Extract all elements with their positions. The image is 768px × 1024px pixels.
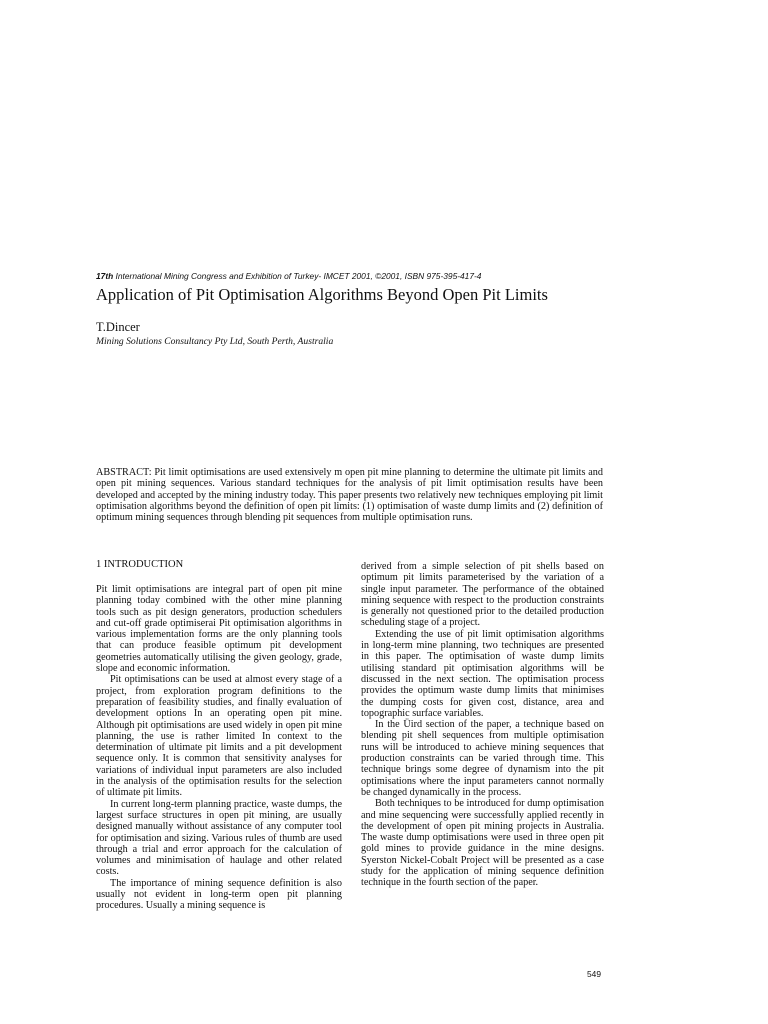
paper-title: Application of Pit Optimisation Algorithms Beyond Open Pit Limits [96, 285, 548, 304]
abstract: ABSTRACT: Pit limit optimisations are used extensively m open pit mine planning to determine the ultimate pit limits and open pit mining sequences. Various standard techniques for the analysis of pit limit optimisation results have been developed and accepted by the mining industry today. This paper presents two relatively new techniques employing pit limit optimisation algorithms beyond the definition of open pit limits: (1) optimisation of waste dump limits and (2) definition of optimum mining sequences through blending pit sequences from multiple optimisation runs. [96, 467, 603, 524]
right-column [361, 561, 604, 889]
author-name: T.Dincer [96, 320, 140, 334]
left-column [96, 559, 342, 912]
body-paragraph: derived from a simple selection of pit shells based on optimum pit limits parameterised by the variation of a single input parameter. The performance of the obtained mining sequence with respect to the production constraints is generally not questioned prior to the detailed production scheduling stage of a project. [361, 561, 604, 629]
body-paragraph: The importance of mining sequence definition is also usually not evident in long-term open pit planning procedures. Usually a mining sequence is [96, 877, 342, 912]
conference-text: International Mining Congress and Exhibition of Turkey- IMCET 2001, ©2001, ISBN 975-395-417-4 [113, 271, 482, 281]
body-paragraph: In current long-term planning practice, waste dumps, the largest surface structures in open pit mining, are usually designed manually without assistance of any computer tool for optimisation and sizing. Various rules of thumb are used through a trial and error approach for the calculation of volumes and minimisation of haulage and other related costs. [96, 798, 342, 878]
conference-number: 17th [96, 271, 114, 281]
body-paragraph: Both techniques to be introduced for dump optimisation and mine sequencing were successfully applied recently in the development of open pit mining projects in Australia. The waste dump optimisations were used in three open pit gold mines to provide guidance in the mine designs. Syerston Nickel-Cobalt Project will be presented as a case study for the application of mining sequence definition technique in the fourth section of the paper. [361, 798, 604, 889]
body-paragraph: Pit optimisations can be used at almost every stage of a project, from exploration program definitions to the preparation of feasibility studies, and finally evaluation of development options In an operating open pit mine. Although pit optimisations are used widely in open pit mine planning, the use is rather limited In context to the determination of ultimate pit limits and a pit development sequence only. It is common that sensitivity analyses for variations of individual input parameters are also included in the analysis of the optimisation results for the selection of ultimate pit limits. [96, 674, 342, 799]
author-affiliation: Mining Solutions Consultancy Pty Ltd, South Perth, Australia [96, 336, 334, 347]
conference-header [96, 271, 716, 282]
body-paragraph: Pit limit optimisations are integral part of open pit mine planning today combined with the other mine planning tools such as pit design generators, production schedulers and cut-off grade optimiserai Pit optimisation algorithms in various implementation forms are the only planning tools that can produce feasible optimum pit development geometries automatically utilising the given geology, grade, slope and economic information. [96, 584, 342, 675]
section-heading: 1 INTRODUCTION [96, 559, 184, 570]
body-paragraph: Extending the use of pit limit optimisation algorithms in long-term mine planning, two techniques are presented in this paper. The optimisation of waste dump limits utilising standard pit optimisation algorithms will be discussed in the next section. The optimisation process provides the optimum waste dump limits that minimises the dumping costs for given cost, distance, area and topographic surface variables. [361, 628, 604, 719]
page-number: 549 [587, 969, 601, 979]
body-paragraph: In the Üird section of the paper, a technique based on blending pit shell sequences from multiple optimisation runs will be introduced to achieve mining sequences that production constraints can be varied through time. This technique brings some degree of dynamism into the pit optimisations where the input parameters cannot normally be changed dynamically in the process. [361, 719, 604, 798]
